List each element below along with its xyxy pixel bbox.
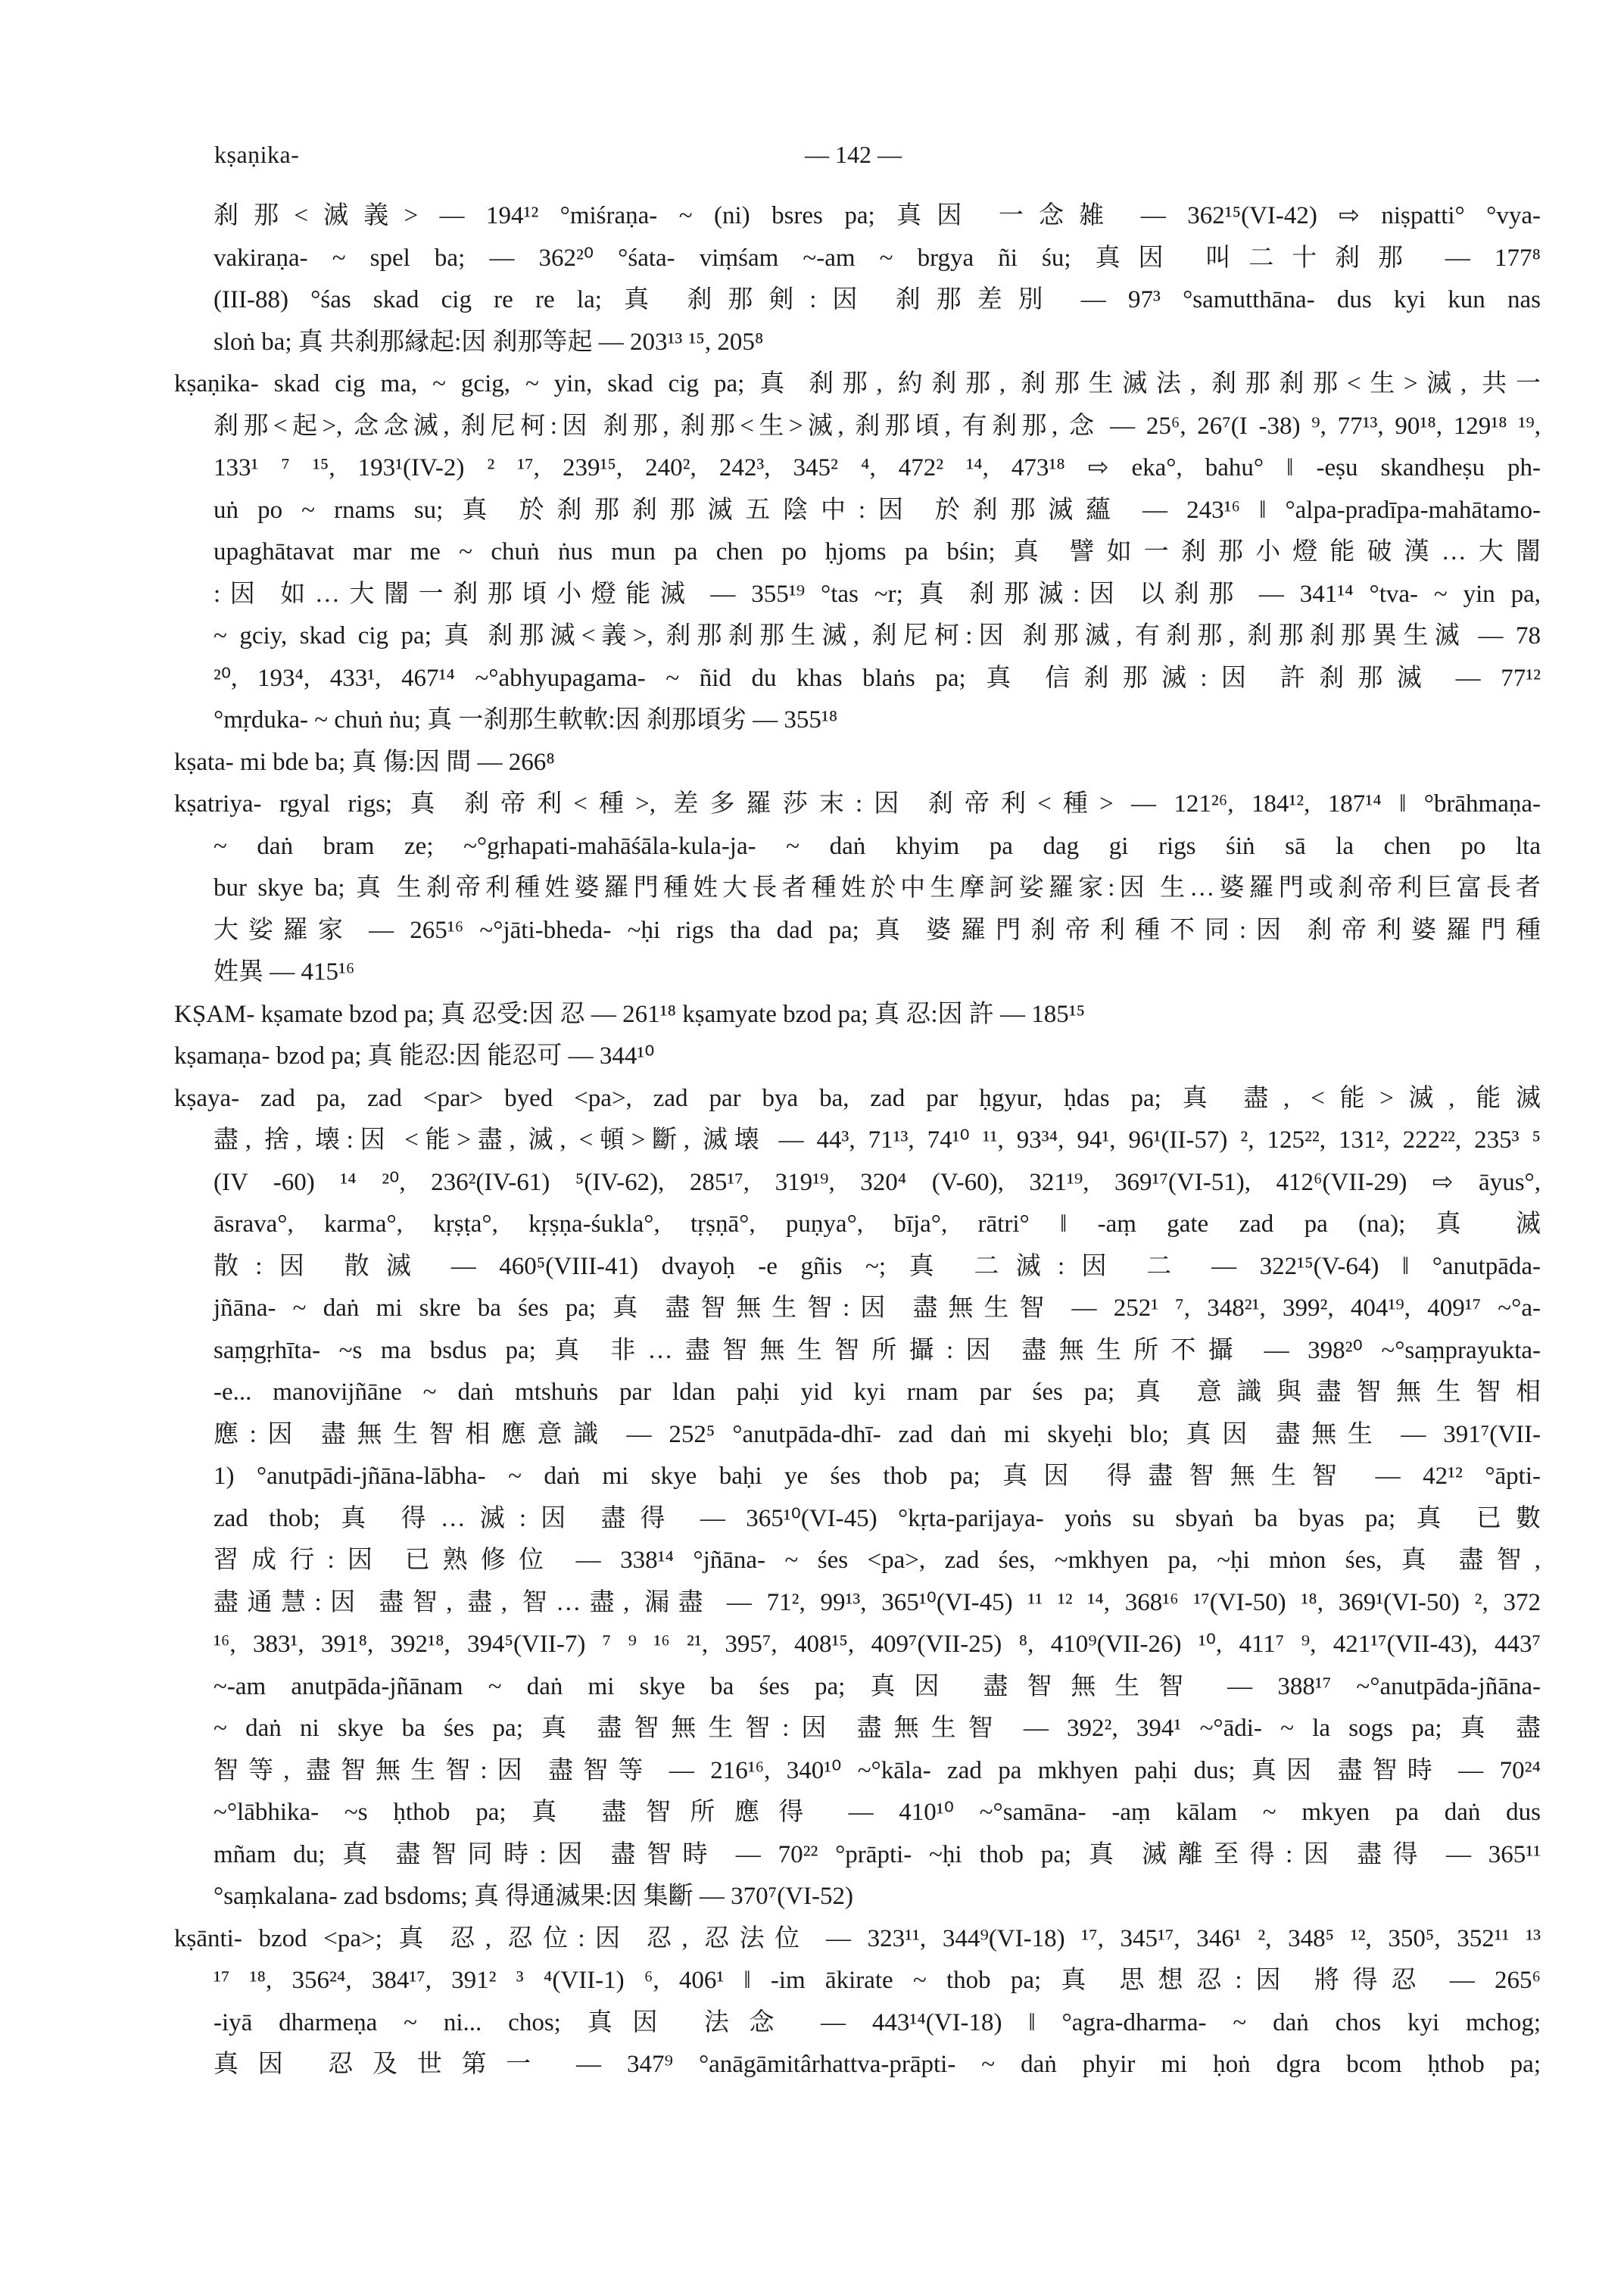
entry-line: sloṅ ba; 真 共刹那縁起:因 刹那等起 — 203¹³ ¹⁵, 205⁸ [214,328,764,356]
entry-line: (III-88) °śas skad cig re re la; 真 刹那剣:因 刹那差別 — 97³ °samutthāna- dus kyi kun nas [214,286,1541,313]
entry-headword-line: kṣaṇika- skad cig ma, ~ gcig, ~ yin, skad cig pa; 真 刹那, 約刹那, 刹那生滅法, 刹那刹那<生>滅, 共一 [174,370,1541,397]
entry-line: ~-am anutpāda-jñānam ~ daṅ mi skye ba śes pa; 真因 盡智無生智 — 388¹⁷ ~°anutpāda-jñāna- [214,1672,1541,1700]
page-header [214,141,1577,174]
entry-line: upaghātavat mar me ~ chuṅ ṅus mun pa chen po ḥjoms pa bśin; 真 譬如一刹那小燈能破漢…大闇 [214,538,1541,565]
entry-headword-line: kṣānti- bzod <pa>; 真 忍, 忍位:因 忍, 忍法位 — 323¹¹, 344⁹(VI-18) ¹⁷, 345¹⁷, 346¹ ², 348⁵ ¹², 350⁵, 352¹¹ ¹³ [174,1924,1541,1952]
entry-headword-line: kṣata- mi bde ba; 真 傷:因 間 — 266⁸ [174,748,555,776]
running-head: kṣaṇika- [214,141,300,168]
entry-line: 大娑羅家 — 265¹⁶ ~°jāti-bheda- ~ḥi rigs tha dad pa; 真 婆羅門刹帝利種不同:因 刹帝利婆羅門種 [214,916,1541,944]
entry-line: zad thob; 真 得…滅:因 盡得 — 365¹⁰(VI-45) °kṛta-parijaya- yoṅs su sbyaṅ ba byas pa; 真 已數 [214,1504,1541,1532]
entry-line: ~ gciy, skad cig pa; 真 刹那滅<義>, 刹那刹那生滅, 刹尼柯:因 刹那滅, 有刹那, 刹那刹那異生滅 — 78 [214,622,1541,650]
entry-line: °saṃkalana- zad bsdoms; 真 得通滅果:因 集斷 — 370⁷(VI-52) [214,1883,853,1910]
dictionary-body [174,195,1541,2086]
entry-line: ¹⁶, 383¹, 391⁸, 392¹⁸, 394⁵(VII-7) ⁷ ⁹ ¹⁶ ²¹, 395⁷, 408¹⁵, 409⁷(VII-25) ⁸, 410⁹(VII-26) ¹⁰, 411⁷ ⁹, 421¹⁷(VII-43), 443⁷ [214,1631,1541,1658]
entry-line: °mṛduka- ~ chuṅ ṅu; 真 一刹那生軟軟:因 刹那頃劣 — 355¹⁸ [214,706,838,734]
entry-line: 刹那<起>, 念念滅, 刹尼柯:因 刹那, 刹那<生>滅, 刹那頃, 有刹那, 念 — 25⁶, 26⁷(I -38) ⁹, 77¹³, 90¹⁸, 129¹⁸ ¹⁹, [214,412,1541,440]
entry-line: 散:因 散滅 — 460⁵(VIII-41) dvayoḥ -e gñis ~; 真 二滅:因 二 — 322¹⁵(V-64) ‖ °anutpāda- [214,1252,1541,1280]
entry-line: vakiraṇa- ~ spel ba; — 362²⁰ °śata- viṃśam ~-am ~ brgya ñi śu; 真因 叫二十刹那 — 177⁸ [214,244,1541,272]
entry-line: 盡, 捨, 壊:因 <能>盡, 滅, <頓>斷, 滅壊 — 44³, 71¹³, 74¹⁰ ¹¹, 93³⁴, 94¹, 96¹(II-57) ², 125²², 131², 222²², 235³ ⁵ [214,1126,1541,1154]
entry-line: -iyā dharmeṇa ~ ni... chos; 真因 法念 — 443¹⁴(VI-18) ‖ °agra-dharma- ~ daṅ chos kyi mchog; [214,2008,1541,2036]
entry-line: ~°lābhika- ~s ḥthob pa; 真 盡智所應得 — 410¹⁰ ~°samāna- -aṃ kālam ~ mkyen pa daṅ dus [214,1799,1541,1826]
entry-headword-line: KṢAM- kṣamate bzod pa; 真 忍受:因 忍 — 261¹⁸ kṣamyate bzod pa; 真 忍:因 許 — 185¹⁵ [174,1000,1086,1028]
entry-line: jñāna- ~ daṅ mi skre ba śes pa; 真 盡智無生智:因 盡無生智 — 252¹ ⁷, 348²¹, 399², 404¹⁹, 409¹⁷ ~°a- [214,1294,1541,1322]
entry-line: -e... manovijñāne ~ daṅ mtshuṅs par ldan paḥi yid kyi rnam par śes pa; 真 意識與盡智無生智相 [214,1379,1541,1406]
entry-line: saṃgṛhīta- ~s ma bsdus pa; 真 非…盡智無生智所攝:因 盡無生所不攝 — 398²⁰ ~°saṃprayukta- [214,1336,1541,1364]
entry-line: 智等, 盡智無生智:因 盡智等 — 216¹⁶, 340¹⁰ ~°kāla- zad pa mkhyen paḥi dus; 真因 盡智時 — 70²⁴ [214,1756,1541,1784]
entry-headword-line: kṣamaṇa- bzod pa; 真 能忍:因 能忍可 — 344¹⁰ [174,1042,655,1070]
entry-line: ¹⁷ ¹⁸, 356²⁴, 384¹⁷, 391² ³ ⁴(VII-1) ⁶, 406¹ ‖ -im ākirate ~ thob pa; 真 思想忍:因 將得忍 — 265⁶ [214,1967,1541,1994]
entry-line: 133¹ ⁷ ¹⁵, 193¹(IV-2) ² ¹⁷, 239¹⁵, 240², 242³, 345² ⁴, 472² ¹⁴, 473¹⁸ ⇨ eka°, bahu° ‖ -eṣu skandheṣu ph- [214,454,1541,481]
page-number: — 142 — [805,141,902,168]
entry-line: ²⁰, 193⁴, 433¹, 467¹⁴ ~°abhyupagama- ~ ñid du khas blaṅs pa; 真 信刹那滅:因 許刹那滅 — 77¹² [214,664,1541,692]
entry-line: mñam du; 真 盡智同時:因 盡智時 — 70²² °prāpti- ~ḥi thob pa; 真 滅離至得:因 盡得 — 365¹¹ [214,1840,1541,1868]
entry-line: 姓異 — 415¹⁶ [214,958,355,986]
entry-line: ~ daṅ ni skye ba śes pa; 真 盡智無生智:因 盡無生智 — 392², 394¹ ~°ādi- ~ la sogs pa; 真 盡 [214,1715,1541,1742]
entry-line: (IV -60) ¹⁴ ²⁰, 236²(IV-61) ⁵(IV-62), 285¹⁷, 319¹⁹, 320⁴ (V-60), 321¹⁹, 369¹⁷(VI-51), 412⁶(VII-29) ⇨ āyus°, [214,1168,1541,1196]
entry-headword-line: kṣaya- zad pa, zad <par> byed <pa>, zad par bya ba, zad par ḥgyur, ḥdas pa; 真 盡, <能>滅, 能滅 [174,1084,1541,1112]
entry-line: bur skye ba; 真 生刹帝利種姓婆羅門種姓大長者種姓於中生摩訶娑羅家:因 生…婆羅門或刹帝利巨富長者 [214,874,1541,902]
entry-line: 盡通慧:因 盡智, 盡, 智…盡, 漏盡 — 71², 99¹³, 365¹⁰(VI-45) ¹¹ ¹² ¹⁴, 368¹⁶ ¹⁷(VI-50) ¹⁸, 369¹(VI-50) ², 372 [214,1588,1541,1616]
entry-line: āsrava°, karma°, kṛṣṭa°, kṛṣṇa-śukla°, tṛṣṇā°, puṇya°, bīja°, rātri° ‖ -aṃ gate zad pa (na); 真 滅 [214,1210,1541,1238]
entry-line: :因 如…大闇一刹那頃小燈能滅 — 355¹⁹ °tas ~r; 真 刹那滅:因 以刹那 — 341¹⁴ °tva- ~ yin pa, [214,580,1541,608]
entry-line: uṅ po ~ rnams su; 真 於刹那刹那滅五陰中:因 於刹那滅蘊 — 243¹⁶ ‖ °alpa-pradīpa-mahātamo- [214,496,1541,524]
entry-line: 習成行:因 已熟修位 — 338¹⁴ °jñāna- ~ śes <pa>, zad śes, ~mkhyen pa, ~ḥi mṅon śes, 真 盡智, [214,1547,1541,1574]
entry-line: 刹那<滅義> — 194¹² °miśraṇa- ~ (ni) bsres pa; 真因 一念雑 — 362¹⁵(VI-42) ⇨ niṣpatti° °vya- [214,202,1541,229]
entry-line: 1) °anutpādi-jñāna-lābha- ~ daṅ mi skye baḥi ye śes thob pa; 真因 得盡智無生智 — 42¹² °āpti- [214,1463,1541,1490]
entry-line: ~ daṅ bram ze; ~°gṛhapati-mahāśāla-kula-ja- ~ daṅ khyim pa dag gi rigs śiṅ sā la chen po lta [214,832,1541,860]
entry-headword-line: kṣatriya- rgyal rigs; 真 刹帝利<種>, 差多羅莎末:因 刹帝利<種> — 121²⁶, 184¹², 187¹⁴ ‖ °brāhmaṇa- [174,790,1541,818]
entry-line: 真因 忍及世第一 — 347⁹ °anāgāmitârhattva-prāpti- ~ daṅ phyir mi ḥoṅ dgra bcom ḥthob pa; [214,2051,1541,2078]
entry-line: 應:因 盡無生智相應意識 — 252⁵ °anutpāda-dhī- zad daṅ mi skyeḥi blo; 真因 盡無生 — 391⁷(VII- [214,1420,1541,1448]
